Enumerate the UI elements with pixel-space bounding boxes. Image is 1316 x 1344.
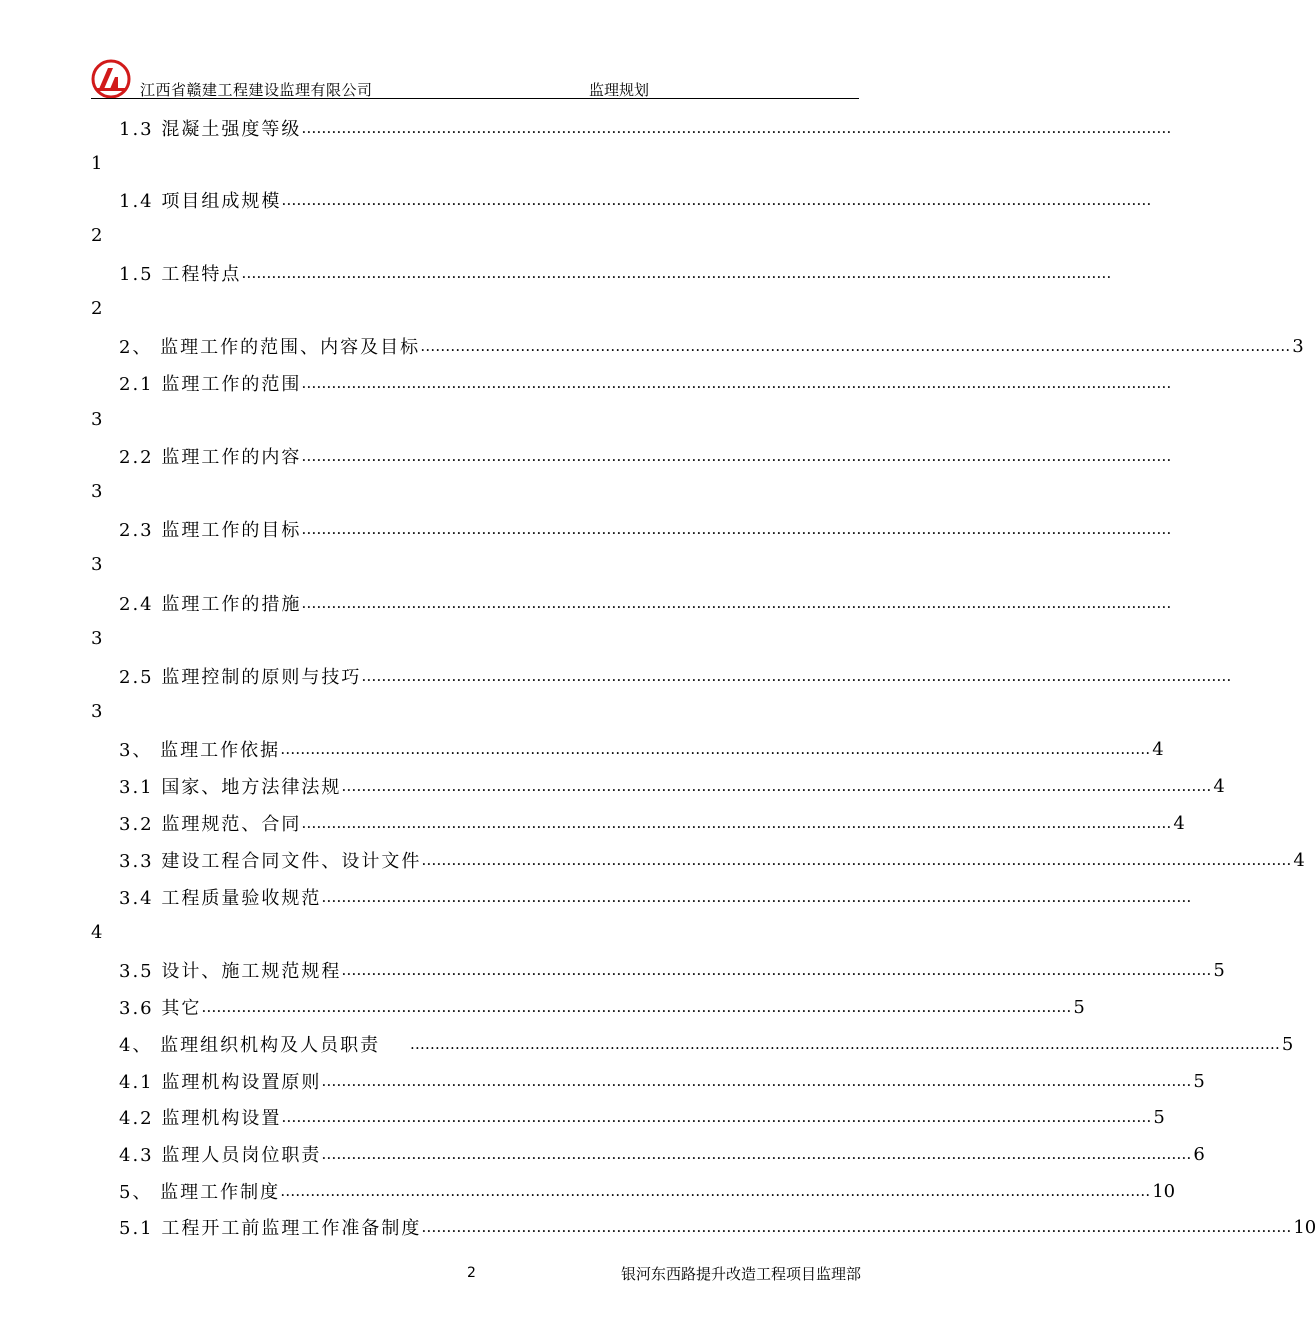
toc-leader-dots: ………………………………………………………………………………………………………………………………………………………… — [301, 447, 1172, 465]
toc-entry[interactable] — [119, 441, 1172, 471]
toc-entry-title: 2.4 监理工作的措施 — [119, 594, 302, 615]
toc-entry[interactable] — [119, 258, 1112, 288]
toc-leader-dots: ………………………………………………………………………………………………………………………………………………………… — [341, 961, 1212, 979]
toc-entry-page: 4 — [1213, 775, 1225, 797]
toc-leader-dots: ………………………………………………………………………………………………………………………………………………………… — [321, 888, 1192, 906]
toc-entry[interactable] — [119, 771, 1225, 801]
company-name: 江西省赣建工程建设监理有限公司 — [140, 81, 373, 99]
toc-entry[interactable] — [119, 1176, 1176, 1206]
toc-entry-page: 3 — [1292, 335, 1304, 357]
toc-leader-dots: ………………………………………………………………………………………………………………………………………………………… — [420, 337, 1291, 355]
toc-entry-title: 3.4 工程质量验收规范 — [119, 888, 322, 909]
toc-leader-dots: ………………………………………………………………………………………………………………………………………………………… — [281, 1108, 1152, 1126]
toc-leader-dots: ………………………………………………………………………………………………………………………………………………………… — [280, 740, 1151, 758]
toc-entry-page: 5 — [1193, 1070, 1205, 1092]
toc-wrapped-page-number: 4 — [91, 922, 103, 943]
toc-entry[interactable] — [119, 808, 1185, 838]
toc-entry-title: 2.5 监理控制的原则与技巧 — [119, 667, 362, 688]
toc-entry-title: 3、 监理工作依据 — [119, 740, 281, 761]
toc-leader-dots: ………………………………………………………………………………………………………………………………………………………… — [301, 119, 1172, 137]
toc-entry-title: 4.2 监理机构设置 — [119, 1108, 282, 1129]
toc-entry-page: 10 — [1293, 1216, 1316, 1238]
toc-wrapped-page-number: 3 — [91, 554, 103, 575]
toc-entry[interactable] — [119, 588, 1172, 618]
toc-leader-dots: ………………………………………………………………………………………………………………………………………………………… — [361, 667, 1232, 685]
toc-entry-page: 4 — [1173, 812, 1185, 834]
toc-wrapped-page-number: 2 — [91, 298, 103, 319]
toc-leader-dots: ………………………………………………………………………………………………………………………………………………………… — [280, 1182, 1151, 1200]
document-title: 监理规划 — [589, 81, 650, 99]
toc-leader-dots: ………………………………………………………………………………………………………………………………………………………… — [281, 191, 1152, 209]
toc-wrapped-page-number: 3 — [91, 628, 103, 649]
toc-entry[interactable] — [119, 331, 1304, 361]
toc-entry[interactable] — [119, 882, 1192, 912]
toc-entry[interactable] — [119, 113, 1172, 143]
toc-leader-dots: ………………………………………………………………………………………………………………………………………………………… — [301, 594, 1172, 612]
toc-entry[interactable] — [119, 1066, 1205, 1096]
toc-entry-page: 6 — [1193, 1143, 1205, 1165]
toc-entry-title: 5、 监理工作制度 — [119, 1182, 281, 1203]
toc-entry-title: 1.5 工程特点 — [119, 264, 242, 285]
toc-entry-page: 5 — [1073, 996, 1085, 1018]
toc-leader-dots: ………………………………………………………………………………………………………………………………………………………… — [201, 998, 1072, 1016]
toc-entry-page: 10 — [1152, 1180, 1176, 1202]
toc-entry-page: 5 — [1281, 1033, 1294, 1055]
toc-leader-dots: ………………………………………………………………………………………………………………………………………………………… — [321, 1072, 1192, 1090]
toc-entry-title: 5.1 工程开工前监理工作准备制度 — [119, 1218, 422, 1239]
toc-leader-dots: ………………………………………………………………………………………………………………………………………………………… — [301, 520, 1172, 538]
toc-entry-title: 3.3 建设工程合同文件、设计文件 — [119, 851, 422, 872]
toc-entry-title: 4.1 监理机构设置原则 — [119, 1072, 322, 1093]
toc-entry[interactable] — [119, 734, 1164, 764]
toc-entry-page: 4 — [1152, 738, 1164, 760]
toc-entry-title: 1.3 混凝土强度等级 — [119, 119, 302, 140]
toc-leader-dots: ………………………………………………………………………………………………………………………………………………………… — [341, 777, 1212, 795]
toc-wrapped-page-number: 3 — [91, 409, 103, 430]
toc-entry-title: 4、 监理组织机构及人员职责 — [119, 1035, 388, 1056]
toc-leader-dots: ………………………………………………………………………………………………………………………………………………………… — [301, 814, 1172, 832]
toc-entry[interactable] — [119, 845, 1305, 875]
toc-entry-title: 1.4 项目组成规模 — [119, 191, 282, 212]
toc-wrapped-page-number: 3 — [91, 701, 103, 722]
toc-entry-title: 3.6 其它 — [119, 998, 202, 1019]
toc-entry[interactable] — [119, 185, 1152, 215]
toc-entry-page: 5 — [1213, 959, 1225, 981]
toc-entry-title: 2.3 监理工作的目标 — [119, 520, 302, 541]
toc-entry-title: 2、 监理工作的范围、内容及目标 — [119, 337, 421, 358]
toc-entry[interactable] — [119, 1212, 1316, 1242]
toc-entry-page: 4 — [1293, 849, 1305, 871]
toc-entry[interactable] — [119, 661, 1232, 691]
footer-department: 银河东西路提升改造工程项目监理部 — [621, 1265, 862, 1283]
toc-entry-title: 3.1 国家、地方法律法规 — [119, 777, 342, 798]
toc-entry[interactable] — [119, 1029, 1294, 1059]
toc-leader-dots: ………………………………………………………………………………………………………………………………………………………… — [421, 851, 1292, 869]
toc-entry-title: 3.2 监理规范、合同 — [119, 814, 302, 835]
toc-wrapped-page-number: 3 — [91, 481, 103, 502]
toc-entry-title: 2.1 监理工作的范围 — [119, 374, 302, 395]
toc-leader-dots: ………………………………………………………………………………………………………………………………………………………… — [241, 264, 1112, 282]
toc-entry-title: 4.3 监理人员岗位职责 — [119, 1145, 322, 1166]
toc-leader-dots: ………………………………………………………………………………………………………………………………………………………… — [321, 1145, 1192, 1163]
toc-entry-page: 5 — [1153, 1106, 1165, 1128]
toc-entry[interactable] — [119, 955, 1225, 985]
toc-entry[interactable] — [119, 1102, 1165, 1132]
toc-leader-dots: ………………………………………………………………………………………………………………………………………………………… — [301, 374, 1172, 392]
toc-wrapped-page-number: 2 — [91, 225, 103, 246]
toc-entry[interactable] — [119, 514, 1172, 544]
toc-leader-dots: ………………………………………………………………………………………………………………………………………………………… — [421, 1218, 1292, 1236]
toc-wrapped-page-number: 1 — [91, 153, 103, 174]
toc-entry[interactable] — [119, 368, 1172, 398]
page-number: 2 — [467, 1265, 476, 1281]
toc-leader-dots: ………………………………………………………………………………………………………………………………………………………… — [409, 1035, 1280, 1053]
toc-entry[interactable] — [119, 1139, 1205, 1169]
toc-entry[interactable] — [119, 992, 1085, 1022]
toc-entry-title: 3.5 设计、施工规范规程 — [119, 961, 342, 982]
toc-entry-title: 2.2 监理工作的内容 — [119, 447, 302, 468]
